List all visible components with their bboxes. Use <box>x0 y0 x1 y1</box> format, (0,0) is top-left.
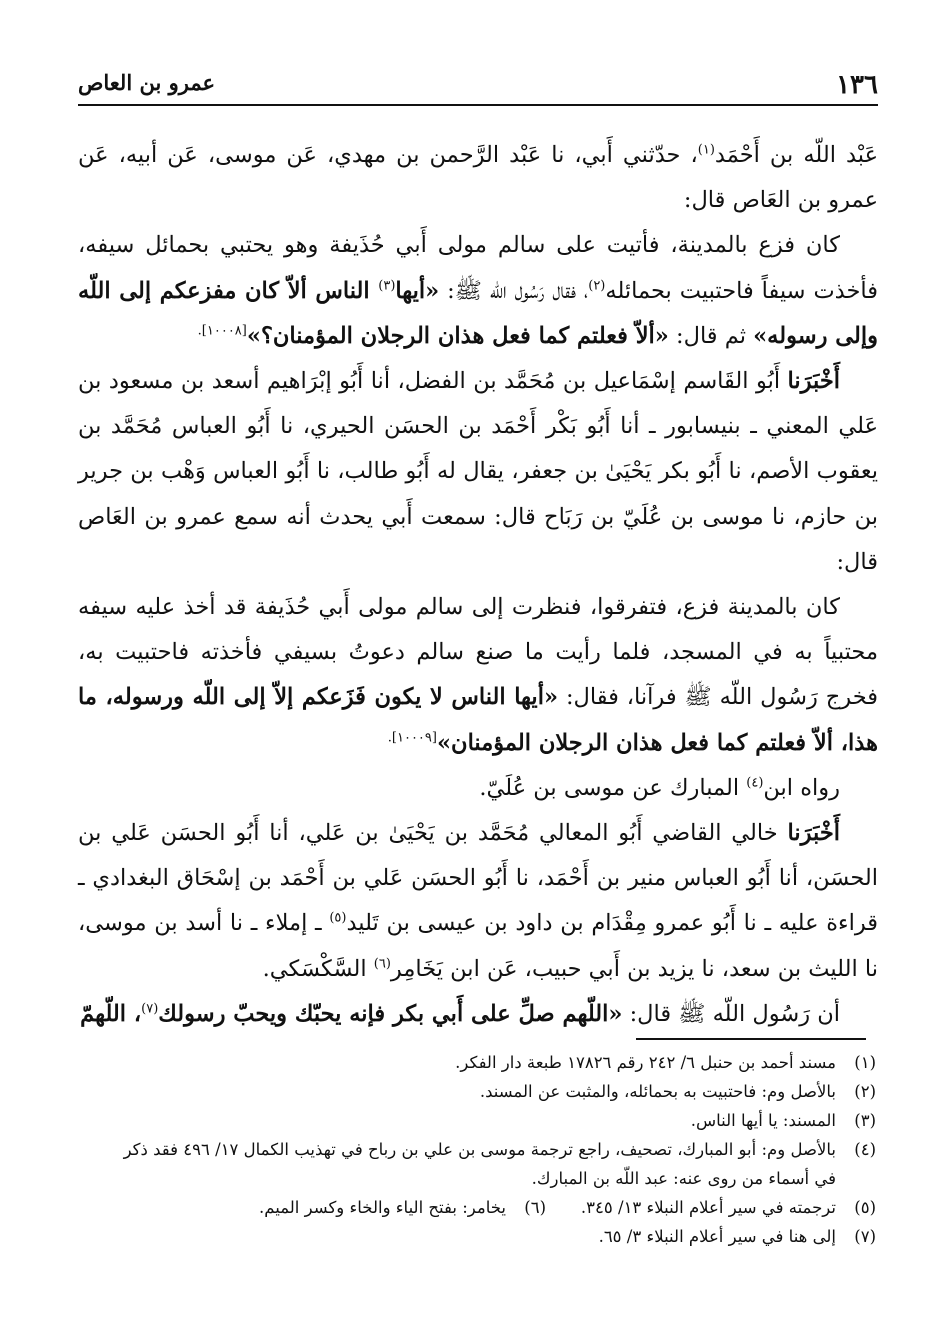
text-run: ، حدّثني أَبي، نا عَبْد الرَّحمن بن مهدي، عَن موسى، عَن أبيه، عَن عمرو بن العَاص قال: <box>78 142 878 214</box>
hadith-number: [١٠٠٠٩]. <box>387 730 437 746</box>
main-text <box>78 133 878 1037</box>
footnote-text: إلى هنا في سير أعلام النبلاء ٣/ ٦٥. <box>598 1227 836 1246</box>
text-run: كان فزع بالمدينة، فأتيت على سالم مولى أَبي حُذَيفة وهو يحتبي بحمائل سيفه، فأخذت سيفاً فاحتبيت بحمائله <box>78 232 878 304</box>
hadith-number: [١٠٠٠٨]. <box>197 323 247 339</box>
footnote-7 <box>78 1222 876 1251</box>
footnote-number: (٦) <box>524 1198 546 1217</box>
footnote-ref: (٦) <box>373 956 391 972</box>
text-run: السَّكْسَكي. <box>262 955 374 982</box>
footnote-text: بالأصل وم: أبو المبارك، تصحيف، راجع ترجمة موسى بن علي بن رباح في تهذيب الكمال ١٧/ ٤٩٦ فقد ذكر <box>123 1140 836 1159</box>
hadith-quote: «أيها <box>395 277 440 304</box>
page-number: ١٣٦ <box>836 70 878 100</box>
footnote-text: مسند أحمد بن حنبل ٦/ ٢٤٢ رقم ١٧٨٢٦ طبعة دار الفكر. <box>455 1053 836 1072</box>
footnote-4 <box>78 1135 876 1164</box>
footnote-text: يخامر: بفتح الياء والخاء وكسر الميم. <box>259 1198 506 1217</box>
hadith-quote: ، اللّهمّ <box>80 1000 142 1027</box>
footnote-number: (١) <box>854 1053 876 1072</box>
text-run: رواه ابن <box>763 774 840 801</box>
hadith-quote: الناس ألاّ كان مفزعكم إلى اللّه وإلى رسوله» <box>78 277 878 349</box>
footnote-ref: (٧) <box>141 1001 159 1017</box>
footnote-number: (٥) <box>854 1198 876 1217</box>
paragraph-6 <box>78 811 878 992</box>
text-run: ثم قال: <box>668 322 754 349</box>
running-title: عمرو بن العاص <box>78 70 216 95</box>
footnote-number: (٣) <box>854 1111 876 1130</box>
page-header <box>78 62 878 106</box>
paragraph-2 <box>78 223 878 359</box>
hadith-quote: «اللّهم صلِّ على أَبي بكر فإنه يحبّك ويحبّ رسولك <box>158 1000 623 1027</box>
footnote-ref: (٣) <box>378 278 396 294</box>
footnote-ref: (١) <box>697 142 715 158</box>
text-run: ، فقال رَسُول اللّه ﷺ: <box>439 277 589 304</box>
text-run: عَبْد اللّه بن أَحْمَد <box>714 142 878 168</box>
footnote-ref: (٤) <box>746 775 764 791</box>
footnote-5 <box>546 1193 876 1222</box>
footnote-6 <box>78 1193 546 1222</box>
footnote-text: بالأصل وم: فاحتبيت به بحمائله، والمثبت عن المسند. <box>479 1082 836 1101</box>
text-run: أن رَسُول اللّه ﷺ قال: <box>622 1000 840 1027</box>
text-run: خالي القاضي أَبُو المعالي مُحَمَّد بن يَحْيَىٰ بن عَلي، أنا أَبُو الحسَن عَلي بن الحسَن، أنا أَبُو العباس منير بن أَحْمَد، نا أَبُو الحسَن عَلي بن أَحْمَد بن إسْحَاق البغدادي ـ قراءة عليه ـ نا أَبُو عمرو مِقْدَام بن داود بن عيسى بن تَليد <box>78 820 878 937</box>
hadith-quote: «أيها الناس لا يكون فَزَعكم إلاّ إلى اللّه ورسوله، ما هذا، ألاّ فعلتم كما فعل هذان الرجلان المؤمنان» <box>78 684 878 756</box>
footnote-row-5-6 <box>78 1193 876 1222</box>
text-run: أَبُو القَاسم إسْمَاعيل بن مُحَمَّد بن الفضل، أنا أَبُو إبْرَاهيم أسعد بن مسعود بن عَلي المعني ـ بنيسابور ـ أنا أَبُو بَكْر أَحْمَد بن الحسَن الحيري، نا أَبُو العباس مُحَمَّد بن يعقوب الأصم، نا أَبُو بكر يَحْيَىٰ بن جعفر، يقال له أَبُو طالب، نا أَبُو العباس وَهْب بن جرير بن حازم، نا موسى بن عُلَيّ بن رَبَاح قال: سمعت أَبي يحدث أنه سمع عمرو بن العَاص قال: <box>78 368 878 575</box>
footnote-2 <box>78 1077 876 1106</box>
footnote-number: (٤) <box>854 1140 876 1159</box>
paragraph-1 <box>78 133 878 223</box>
footnote-3 <box>78 1106 876 1135</box>
paragraph-5 <box>78 766 878 811</box>
footnote-1 <box>78 1048 876 1077</box>
footnote-ref: (٥) <box>329 910 347 926</box>
paragraph-3 <box>78 359 878 585</box>
footnote-number: (٢) <box>854 1082 876 1101</box>
text-run: ـ إملاء ـ نا أسد بن موسى، نا الليث بن سعد، نا يزيد بن أَبي حبيب، عَن ابن يَخَامِر <box>78 910 878 982</box>
paragraph-7 <box>78 992 878 1037</box>
text-run: كان بالمدينة فزع، فتفرقوا، فنظرت إلى سالم مولى أَبي حُذَيفة قد أخذ عليه سيفه محتبياً به في المسجد، فلما رأيت ما صنع سالم دعوتُ بسيفي فأخذته فاحتبيت به، فخرج رَسُول اللّه ﷺ فرآنا، فقال: <box>78 594 878 711</box>
text-run: المبارك عن موسى بن عُلَيّ. <box>479 774 747 801</box>
isnad-keyword: أَخْبَرَنا <box>787 368 840 395</box>
footnote-4-continuation: في أسماء من روى عنه: عبد اللّه بن المبارك. <box>531 1169 836 1188</box>
hadith-quote: «ألاّ فعلتم كما فعل هذان الرجلان المؤمنان؟» <box>246 322 669 349</box>
footnote-ref: (٢) <box>588 278 606 294</box>
footnote-text: المسند: يا أيها الناس. <box>690 1111 836 1130</box>
footnotes <box>78 1048 876 1251</box>
isnad-keyword: أَخْبَرَنا <box>787 820 840 847</box>
footnote-text: ترجمته في سير أعلام النبلاء ١٣/ ٣٤٥. <box>580 1198 836 1217</box>
footnote-divider <box>636 1038 866 1040</box>
footnote-number: (٧) <box>854 1227 876 1246</box>
paragraph-4 <box>78 585 878 766</box>
